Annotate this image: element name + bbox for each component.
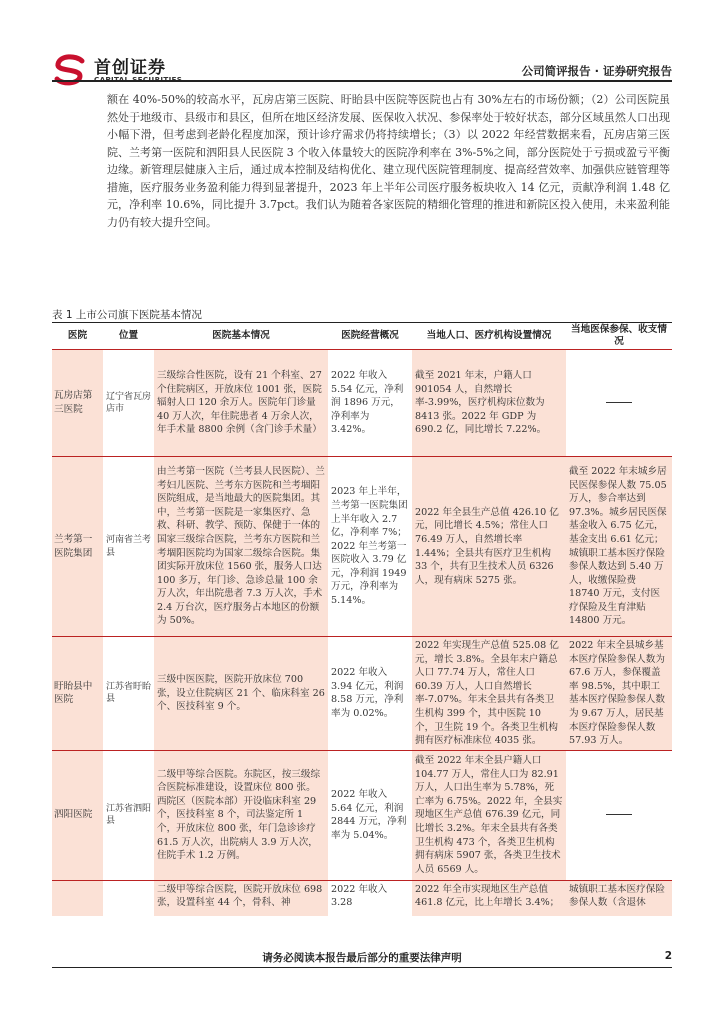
page-header (0, 0, 724, 86)
logo-english-name: CAPITAL SECURITIES (94, 75, 183, 84)
cell-hospital: 瓦房店第三医院 (52, 350, 103, 457)
body-paragraph-block (107, 91, 670, 231)
cell-hospital: 兰考第一医院集团 (52, 457, 103, 637)
cell-operation: 2022 年收入 3.94 亿元，利润 8.58 万元，净利率为 0.02%。 (328, 637, 412, 751)
cell-hospital: 盱眙县中医院 (52, 637, 103, 751)
col-header-operation: 医院经营概况 (328, 323, 412, 350)
cell-hospital: 泗阳医院 (52, 750, 103, 880)
cell-location: 江苏省泗阳县 (103, 750, 154, 880)
cell-population: 截至 2021 年末，户籍人口 901054 人，自然增长率-3.99%，医疗机构床位数为 8413 张。2022 年 GDP 为 690.2 亿，同比增长 7.22%。 (412, 350, 566, 457)
cell-location: 辽宁省瓦房店市 (103, 350, 154, 457)
cell-operation: 2023 年上半年，兰考第一医院集团上半年收入 2.7 亿，净利率 7%；2022 年兰考第一医院收入 3.79 亿元，净利润 1949 万元，净利率为 5.14%。 (328, 457, 412, 637)
table-row (52, 457, 672, 637)
company-logo (52, 50, 202, 90)
cell-population: 截至 2022 年末全县户籍人口 104.77 万人，常住人口为 82.91 万人，人口出生率为 5.78%，死亡率为 6.75%。2022 年，全县实现地区生产总值 676.39 亿元，同比增长 3.2%。年末全县共有各类卫生机构 473 个，各类卫生机构拥有病床 5907 张，各类卫生技术人员 6569 人。 (412, 750, 566, 880)
report-type: 公司简评报告 · 证券研究报告 (521, 64, 672, 78)
cell-hospital (52, 880, 103, 916)
cell-location (103, 880, 154, 916)
empty-dash (606, 814, 632, 815)
cell-population: 2022 年全市实现地区生产总值 461.8 亿元，比上年增长 3.4%； (412, 880, 566, 916)
cell-insurance: 截至 2022 年末城乡居民医保参保人数 75.05 万人，参合率达到 97.3%。城乡居民医保基金收入 6.75 亿元，基金支出 6.61 亿元；城镇职工基本医疗保险参保人数达到 5.40 万人，收缴保险费 18740 万元，支付医疗保险及生育津贴 14800 万元。 (566, 457, 672, 637)
body-paragraph: 额在 40%-50%的较高水平，瓦房店第三医院、盱眙县中医院等医院也占有 30%左右的市场份额；（2）公司医院虽然处于地级市、县级市和县区，但所在地区经济发展、医保收入状况、参保率处于较好状态，部分区域虽然人口出现小幅下滑，但考虑到老龄化程度加深，预计诊疗需求仍将持续增长；（3）以 2022 年经营数据来看，瓦房店第三医院、兰考第一医院和泗阳县人民医院 3 个收入体量较大的医院净利率在 3%-5%之间，部分医院处于亏损或盈亏平衡边缘。新管理层健康入主后，通过成本控制及结构优化、建立现代医院管理制度、提高经营效率、加强供应链管理等措施，医疗服务业务盈利能力得到显著提升，2023 年上半年公司医疗服务板块收入 14 亿元，贡献净利润 1.48 亿元，净利率 10.6%，同比提升 3.7pct。我们认为随着各家医院的精细化管理的推进和新院区投入使用，未来盈利能力仍有较大提升空间。 (107, 93, 670, 229)
logo-chinese-name: 首创证券 (94, 58, 166, 78)
cell-basic: 三级中医医院，医院开放床位 700 张，设立住院病区 21 个、临床科室 26 个、医技科室 9 个。 (154, 637, 328, 751)
footer-divider (52, 967, 672, 968)
cell-location: 河南省兰考县 (103, 457, 154, 637)
cell-insurance (566, 750, 672, 880)
col-header-hospital: 医院 (52, 323, 103, 350)
cell-insurance (566, 350, 672, 457)
table-header-row (52, 323, 672, 350)
table-row (52, 880, 672, 916)
table-row (52, 637, 672, 751)
cell-operation: 2022 年收入 5.64 亿元，利润 2844 万元，净利率为 5.04%。 (328, 750, 412, 880)
table-row (52, 350, 672, 457)
header-divider (52, 80, 672, 82)
cell-location: 江苏省盱眙县 (103, 637, 154, 751)
col-header-basic: 医院基本情况 (154, 323, 328, 350)
capital-securities-logo-icon (52, 52, 88, 88)
cell-operation: 2022 年收入 3.28 (331, 883, 388, 909)
empty-dash (606, 402, 632, 403)
cell-basic: 三级综合性医院，设有 21 个科室、27 个住院病区，开放床位 1001 张，医院辐射人口 120 余万人。医院年门诊量 40 万人次，年住院患者 4 万余人次，年手术量 8800 余例（含门诊手术量） (154, 350, 328, 457)
col-header-insurance: 当地医保参保、收支情况 (566, 323, 672, 350)
table-row (52, 750, 672, 880)
cell-population: 2022 年实现生产总值 525.08 亿元，增长 3.8%。全县年末户籍总人口 77.74 万人，常住人口 60.39 万人，人口自然增长率-7.07%。年末全县共有各类卫生机构 399 个，其中医院 10 个，卫生院 19 个。各类卫生机构拥有医疗标准床位 4035 张。 (412, 637, 566, 751)
legal-notice: 请务必阅读本报告最后部分的重要法律声明 (262, 952, 462, 964)
hospital-table (52, 323, 672, 916)
cell-insurance: 2022 年末全县城乡基本医疗保险参保人数为 67.6 万人，参保覆盖率 98.5%，其中职工基本医疗保险参保人数为 9.67 万人，居民基本医疗保险参保人数 57.93 万人。 (566, 637, 672, 751)
cell-insurance: 城镇职工基本医疗保险参保人数（含退休 (566, 880, 672, 916)
col-header-population: 当地人口、医疗机构设置情况 (412, 323, 566, 350)
cell-basic: 二级甲等综合医院。东院区，按三级综合医院标准建设，设置床位 800 张。西院区（医院本部）开设临床科室 29 个，医技科室 8 个，司法鉴定所 1 个，开放床位 800 张，年门急诊诊疗 61.5 万人次，出院病人 3.9 万人次，住院手术 1.2 万例。 (154, 750, 328, 880)
cell-population: 2022 年全县生产总值 426.10 亿元，同比增长 4.5%；常住人口 76.49 万人，自然增长率 1.44%；全县共有医疗卫生机构 33 个，共有卫生技术人员 6326 人，现有病床 5275 张。 (412, 457, 566, 637)
col-header-location: 位置 (103, 323, 154, 350)
cell-basic: 二级甲等综合医院，医院开放床位 698 张，设置科室 44 个，骨科、神 (154, 880, 328, 916)
cell-basic: 由兰考第一医院（兰考县人民医院）、兰考妇儿医院、兰考东方医院和兰考堌阳医院组成，是当地最大的医院集团。其中，兰考第一医院是一家集医疗、急救、科研、教学、预防、保健于一体的国家三级综合医院，兰考东方医院和兰考堌阳医院均为国家二级综合医院。集团实际开放床位 1560 张，服务人口达 100 多万，年门诊、急诊总量 100 余万人次，年出院患者 7.3 万人次，手术 2.4 万台次，医疗服务占本地区的份额为 50%。 (154, 457, 328, 637)
cell-operation: 2022 年收入 5.54 亿元，净利润 1896 万元，净利率为 3.42%。 (328, 350, 412, 457)
page-number: 2 (664, 950, 672, 962)
table-caption: 表 1 上市公司旗下医院基本情况 (52, 309, 202, 321)
